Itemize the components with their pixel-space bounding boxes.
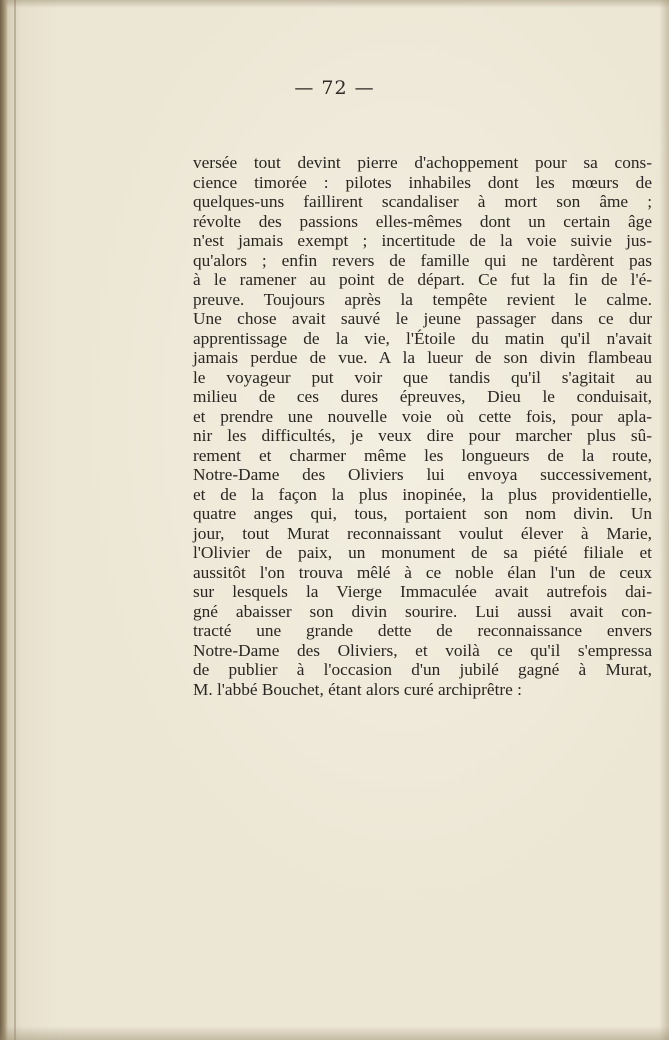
- text-line: Notre-Dame des Oliviers lui envoya successivement,: [193, 465, 652, 484]
- page-number: — 72 —: [294, 77, 375, 99]
- text-line: nir les difficultés, je veux dire pour marcher plus sû-: [193, 426, 652, 445]
- text-line: cience timorée : pilotes inhabiles dont les mœurs de: [193, 172, 652, 192]
- text-line: de publier à l'occasion d'un jubilé gagné à Murat,: [193, 660, 652, 679]
- text-line: et prendre une nouvelle voie où cette fois, pour apla-: [193, 406, 652, 426]
- text-line: Notre-Dame des Oliviers, et voilà ce qu'il s'empressa: [193, 640, 652, 660]
- text-line: apprentissage de la vie, l'Étoile du matin qu'il n'avait: [193, 328, 652, 348]
- body-text: [193, 153, 652, 699]
- text-line: à le ramener au point de départ. Ce fut la fin de l'é-: [193, 270, 652, 289]
- page-right-edge: [659, 0, 669, 1040]
- text-line: le voyageur put voir que tandis qu'il s'agitait au: [193, 367, 652, 387]
- text-line: jamais perdue de vue. A la lueur de son divin flambeau: [193, 348, 652, 367]
- text-line: n'est jamais exempt ; incertitude de la voie suivie jus-: [193, 231, 652, 250]
- text-line: révolte des passions elles-mêmes dont un certain âge: [193, 211, 652, 231]
- text-line: aussitôt l'on trouva mêlé à ce noble élan l'un de ceux: [193, 562, 652, 582]
- text-line: sur lesquels la Vierge Immaculée avait autrefois dai-: [193, 582, 652, 601]
- page-binding-edge: [0, 0, 8, 1040]
- page-fold-line: [14, 0, 16, 1040]
- text-line: rement et charmer même les longueurs de la route,: [193, 445, 652, 465]
- text-line: quelques-uns faillirent scandaliser à mort son âme ;: [193, 192, 652, 211]
- text-line: Une chose avait sauvé le jeune passager dans ce dur: [193, 309, 652, 328]
- text-line: l'Olivier de paix, un monument de sa piété filiale et: [193, 543, 652, 562]
- text-line: et de la façon la plus inopinée, la plus providentielle,: [193, 484, 652, 504]
- page-bottom-edge: [0, 1026, 669, 1040]
- text-line: qu'alors ; enfin revers de famille qui ne tardèrent pas: [193, 250, 652, 270]
- text-line: milieu de ces dures épreuves, Dieu le conduisait,: [193, 387, 652, 406]
- text-line: versée tout devint pierre d'achoppement pour sa cons-: [193, 153, 652, 172]
- text-line: preuve. Toujours après la tempête revient le calme.: [193, 289, 652, 309]
- text-line-last: M. l'abbé Bouchet, étant alors curé archiprêtre :: [193, 679, 522, 699]
- text-line: gné abaisser son divin sourire. Lui aussi avait con-: [193, 601, 652, 621]
- text-line: tracté une grande dette de reconnaissance envers: [193, 621, 652, 640]
- text-line: quatre anges qui, tous, portaient son nom divin. Un: [193, 504, 652, 523]
- page-top-edge: [0, 0, 669, 8]
- text-line: jour, tout Murat reconnaissant voulut élever à Marie,: [193, 523, 652, 543]
